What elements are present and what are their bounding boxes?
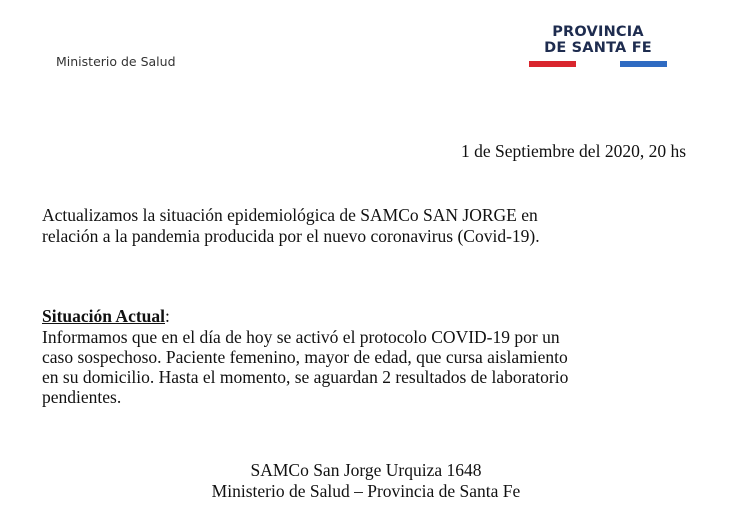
provincia-santa-fe-logo — [528, 24, 668, 56]
situation-line-2: caso sospechoso. Paciente femenino, mayor de edad, que cursa aislamiento — [42, 347, 568, 367]
ministry-label: Ministerio de Salud — [56, 54, 176, 69]
situation-title: Situación Actual — [42, 306, 166, 326]
footer-line-1: SAMCo San Jorge Urquiza 1648 — [250, 460, 482, 480]
situation-line-3: en su domicilio. Hasta el momento, se aguardan 2 resultados de laboratorio — [42, 367, 569, 387]
intro-line-1: Actualizamos la situación epidemiológica de SAMCo SAN JORGE en — [42, 205, 538, 225]
intro-paragraph — [42, 205, 662, 247]
situation-colon: : — [165, 306, 170, 326]
situation-line-4: pendientes. — [42, 387, 122, 407]
footer-line-2: Ministerio de Salud – Provincia de Santa Fe — [211, 481, 521, 501]
logo-line-1: PROVINCIA — [552, 24, 644, 40]
logo-blue-bar — [620, 61, 667, 67]
report-date: 1 de Septiembre del 2020, 20 hs — [460, 141, 686, 161]
situation-heading — [42, 306, 170, 327]
logo-red-bar — [529, 61, 576, 67]
situation-line-1: Informamos que en el día de hoy se activó el protocolo COVID-19 por un — [42, 327, 560, 347]
logo-line-2: DE SANTA FE — [544, 40, 652, 56]
situation-paragraph — [42, 327, 682, 407]
footer-signature — [0, 460, 732, 502]
intro-line-2: relación a la pandemia producida por el nuevo coronavirus (Covid-19). — [42, 226, 540, 246]
logo-color-bars — [529, 61, 667, 67]
